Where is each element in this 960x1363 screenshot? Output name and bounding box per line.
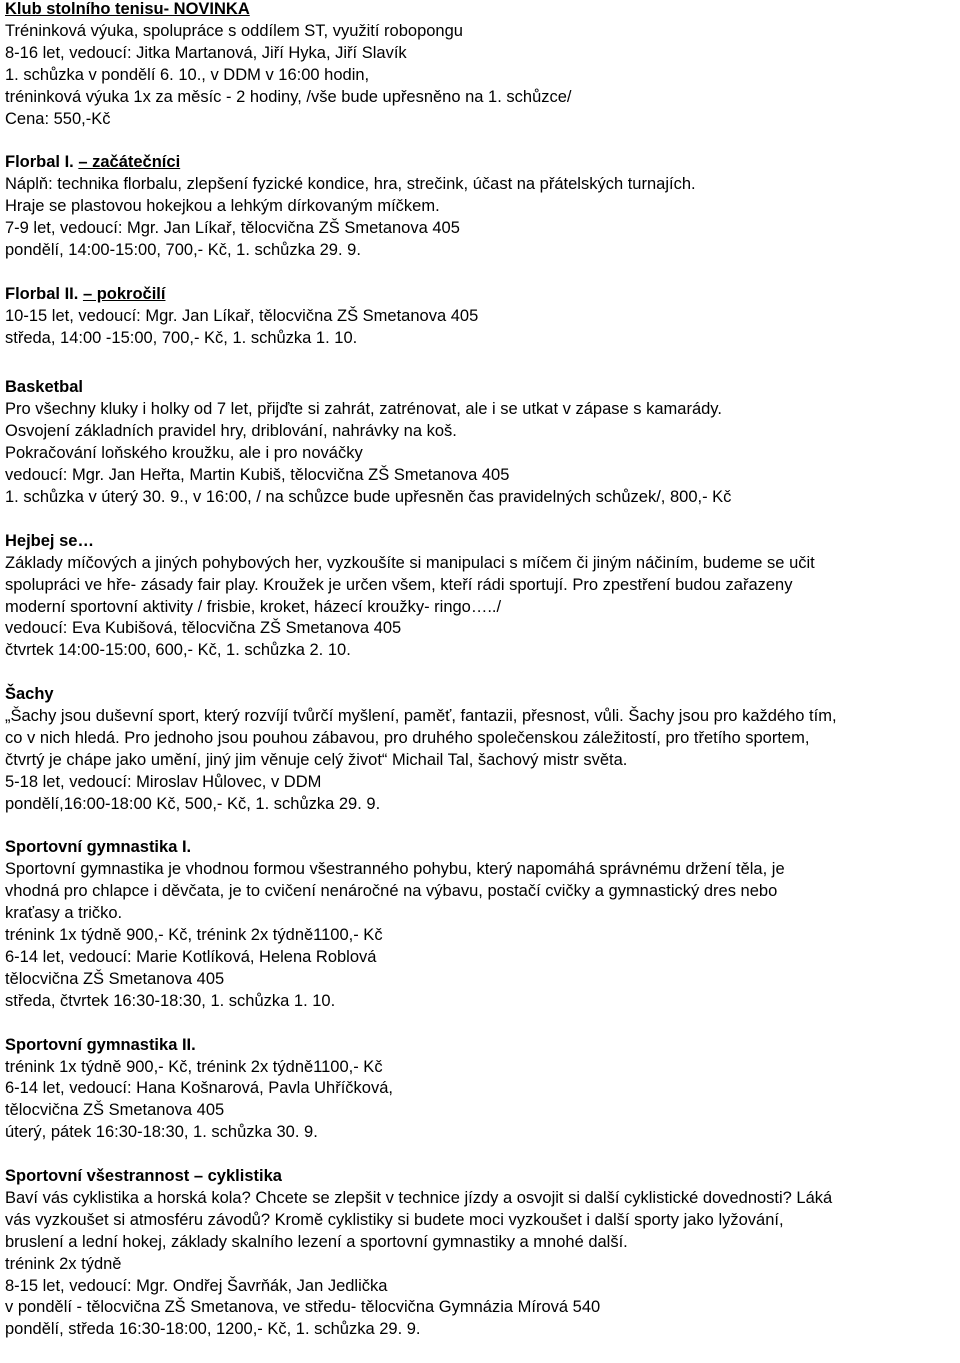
section-gymnastics-1 bbox=[5, 837, 950, 1012]
text-line: vedoucí: Mgr. Jan Heřta, Martin Kubiš, tělocvična ZŠ Smetanova 405 bbox=[5, 466, 510, 485]
section-gymnastics-2 bbox=[5, 1035, 950, 1145]
text-line: vedoucí: Eva Kubišová, tělocvična ZŠ Smetanova 405 bbox=[5, 619, 402, 638]
text-line: co v nich hledá. Pro jednoho jsou pouhou zábavou, pro druhého společenskou záležitostí, pro třetího sportem, bbox=[5, 728, 810, 747]
section-title: Sportovní gymnastika II. bbox=[5, 1035, 196, 1054]
text-line: 5-18 let, vedoucí: Miroslav Hůlovec, v DDM bbox=[5, 772, 322, 791]
text-line: trénink 1x týdně 900,- Kč, trénink 2x týdně1100,- Kč bbox=[5, 926, 383, 945]
text-line: vhodná pro chlapce i děvčata, je to cvičení nenáročné na výbavu, postačí cvičky a gymnastický dres nebo bbox=[5, 882, 778, 901]
text-line: 6-14 let, vedoucí: Marie Kotlíková, Helena Roblová bbox=[5, 947, 377, 966]
section-title: Klub stolního tenisu- NOVINKA bbox=[5, 0, 250, 18]
document-page bbox=[5, 0, 950, 1363]
text-line: Pokračování loňského kroužku, ale i pro nováčky bbox=[5, 444, 363, 463]
section-title: Sportovní gymnastika I. bbox=[5, 838, 192, 857]
section-florbal-1 bbox=[5, 152, 950, 262]
text-line: 10-15 let, vedoucí: Mgr. Jan Líkař, tělocvična ZŠ Smetanova 405 bbox=[5, 306, 479, 325]
text-line: Základy míčových a jiných pohybových her, vyzkoušíte si manipulaci s míčem či jiným náčiním, budeme se učit bbox=[5, 553, 815, 572]
text-line: středa, 14:00 -15:00, 700,- Kč, 1. schůzka 1. 10. bbox=[5, 328, 358, 347]
text-line: 1. schůzka v pondělí 6. 10., v DDM v 16:00 hodin, bbox=[5, 65, 370, 84]
text-line: tělocvična ZŠ Smetanova 405 bbox=[5, 1101, 225, 1120]
text-line: Cena: 550,-Kč bbox=[5, 109, 111, 128]
text-line: Sportovní gymnastika je vhodnou formou všestranného pohybu, který napomáhá správnému držení těla, je bbox=[5, 860, 785, 879]
text-line: kraťasy a tričko. bbox=[5, 904, 123, 923]
text-line: tělocvična ZŠ Smetanova 405 bbox=[5, 969, 225, 988]
section-title: Hejbej se… bbox=[5, 531, 94, 550]
section-title: Basketbal bbox=[5, 378, 83, 397]
text-line: čtvrtý je chápe jako umění, jiný jim věnuje celý život“ Michail Tal, šachový mistr světa. bbox=[5, 750, 628, 769]
section-chess bbox=[5, 684, 950, 815]
text-line: 1. schůzka v úterý 30. 9., v 16:00, / na schůzce bude upřesněn čas pravidelných schůzek/, 800,- Kč bbox=[5, 488, 732, 506]
section-title: Sportovní všestrannost – cyklistika bbox=[5, 1167, 282, 1186]
text-line: 6-14 let, vedoucí: Hana Košnarová, Pavla Uhříčková, bbox=[5, 1079, 393, 1098]
text-line: trénink 1x týdně 900,- Kč, trénink 2x týdně1100,- Kč bbox=[5, 1057, 383, 1076]
text-line: Pro všechny kluky i holky od 7 let, přijďte si zahrát, zatrénovat, ale i se utkat v zápase s kamarády. bbox=[5, 400, 722, 419]
text-line: pondělí, středa 16:30-18:00, 1200,- Kč, 1. schůzka 29. 9. bbox=[5, 1320, 421, 1339]
section-title-level: – začátečníci bbox=[78, 153, 181, 172]
section-title bbox=[5, 152, 950, 174]
text-line: spolupráci ve hře- zásady fair play. Kroužek je určen všem, kteří rádi sportují. Pro zpestření budou zařazeny bbox=[5, 575, 793, 594]
text-line: úterý, pátek 16:30-18:30, 1. schůzka 30. 9. bbox=[5, 1123, 318, 1142]
section-cycling bbox=[5, 1166, 950, 1341]
text-line: trénink 2x týdně bbox=[5, 1254, 122, 1273]
section-title-level: – pokročilí bbox=[82, 284, 166, 303]
text-line: Tréninková výuka, spolupráce s oddílem ST, využití robopongu bbox=[5, 21, 463, 40]
text-line: pondělí,16:00-18:00 Kč, 500,- Kč, 1. schůzka 29. 9. bbox=[5, 794, 381, 813]
text-line: 8-15 let, vedoucí: Mgr. Ondřej Šavrňák, Jan Jedlička bbox=[5, 1276, 388, 1295]
text-line: Hraje se plastovou hokejkou a lehkým dírkovaným míčkem. bbox=[5, 197, 440, 216]
text-line: v pondělí - tělocvična ZŠ Smetanova, ve středu- tělocvična Gymnázia Mírová 540 bbox=[5, 1298, 601, 1317]
text-line: moderní sportovní aktivity / frisbie, kroket, házecí kroužky- ringo…../ bbox=[5, 597, 502, 616]
section-title: Šachy bbox=[5, 685, 54, 704]
text-line: „Šachy jsou duševní sport, který rozvíjí tvůrčí myšlení, paměť, fantazii, přesnost, vůli. Šachy jsou pro každého tím, bbox=[5, 707, 837, 726]
section-title-name: Florbal II. bbox=[5, 284, 83, 303]
text-line: středa, čtvrtek 16:30-18:30, 1. schůzka 1. 10. bbox=[5, 991, 336, 1010]
text-line: Baví vás cyklistika a horská kola? Chcete se zlepšit v technice jízdy a osvojit si další cyklistické dovednosti? Láká bbox=[5, 1188, 833, 1207]
text-line: pondělí, 14:00-15:00, 700,- Kč, 1. schůzka 29. 9. bbox=[5, 240, 361, 259]
text-line: Náplň: technika florbalu, zlepšení fyzické kondice, hra, strečink, účast na přátelských turnajích. bbox=[5, 175, 696, 194]
text-line: čtvrtek 14:00-15:00, 600,- Kč, 1. schůzka 2. 10. bbox=[5, 641, 351, 660]
section-hejbej-se bbox=[5, 531, 950, 662]
text-line: Osvojení základních pravidel hry, driblování, nahrávky na koš. bbox=[5, 422, 457, 441]
text-line: 8-16 let, vedoucí: Jitka Martanová, Jiří Hyka, Jiří Slavík bbox=[5, 43, 407, 62]
section-title bbox=[5, 284, 950, 306]
section-table-tennis bbox=[5, 0, 950, 130]
text-line: bruslení a lední hokej, základy skalního lezení a sportovní gymnastiky a mnohé další. bbox=[5, 1232, 628, 1251]
text-line: tréninková výuka 1x za měsíc - 2 hodiny, /vše bude upřesněno na 1. schůzce/ bbox=[5, 87, 572, 106]
section-basketball bbox=[5, 377, 950, 508]
section-florbal-2 bbox=[5, 284, 950, 350]
text-line: vás vyzkoušet si atmosféru závodů? Kromě cyklistiky si budete moci vyzkoušet i další sporty jako lyžování, bbox=[5, 1210, 784, 1229]
text-line: 7-9 let, vedoucí: Mgr. Jan Líkař, tělocvična ZŠ Smetanova 405 bbox=[5, 219, 460, 238]
section-title-name: Florbal I. bbox=[5, 153, 79, 172]
